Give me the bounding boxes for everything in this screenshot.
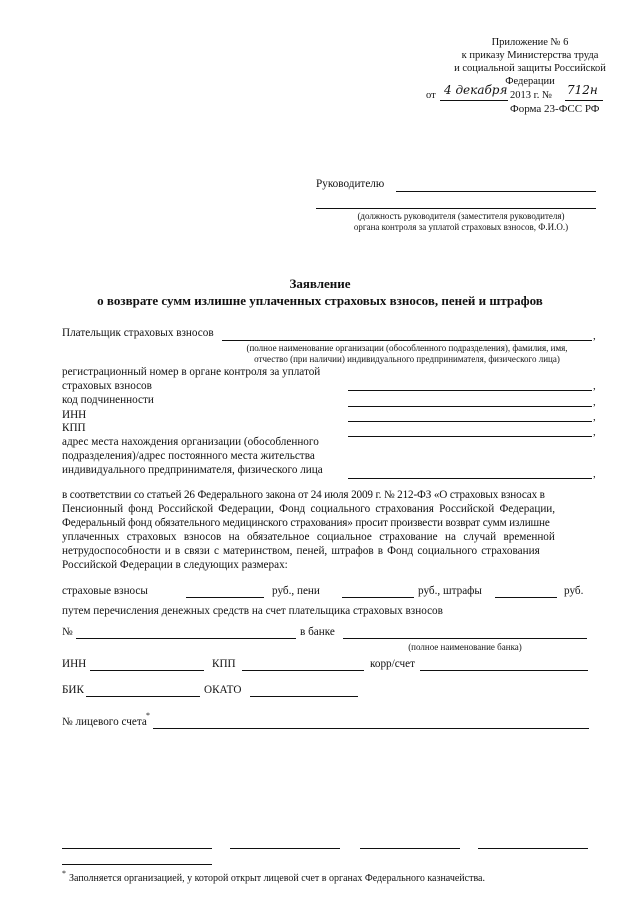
signature-line-3[interactable] xyxy=(360,848,460,849)
comma: , xyxy=(593,411,596,423)
kpp-label: КПП xyxy=(62,422,86,434)
addressee-field[interactable] xyxy=(396,191,596,192)
footnote-divider xyxy=(62,864,212,865)
rub-label: руб. xyxy=(564,585,584,597)
payer-label: Плательщик страховых взносов xyxy=(62,327,214,339)
appendix-label: Приложение № 6 xyxy=(491,37,569,48)
account-number-field[interactable] xyxy=(76,638,296,639)
payer-hint-1: (полное наименование организации (обособленного подразделения), фамилия, имя, xyxy=(246,343,568,353)
okato-label: ОКАТО xyxy=(204,684,242,696)
bank-kpp-field[interactable] xyxy=(242,670,364,671)
body-line-3: Федеральный фонд обязательного медицинского страхования» просит произвести возврат сумм излишне xyxy=(62,517,550,529)
body-line-6: Российской Федерации в следующих размерах: xyxy=(62,559,288,571)
date-prefix: от xyxy=(426,90,436,101)
subordination-field[interactable] xyxy=(348,406,592,407)
comma: , xyxy=(593,468,596,480)
reg-number-field[interactable] xyxy=(348,390,592,391)
footnote-text: Заполняется организацией, у которой открыт лицевой счет в органах Федерального казначейства. xyxy=(69,873,485,884)
address-field[interactable] xyxy=(348,478,592,479)
number-underline xyxy=(565,100,603,101)
document-title: Заявление xyxy=(289,276,351,291)
bik-label: БИК xyxy=(62,684,84,696)
date-handwritten: 4 декабря xyxy=(444,83,508,97)
ministry-line: и социальной защиты Российской xyxy=(454,63,606,74)
personal-account-label: № лицевого счета xyxy=(62,716,147,728)
subordination-label: код подчиненности xyxy=(62,394,154,406)
inn-field[interactable] xyxy=(348,421,592,422)
order-line: к приказу Министерства труда xyxy=(461,50,599,61)
contributions-label: страховые взносы xyxy=(62,585,148,597)
rub-fines-label: руб., штрафы xyxy=(418,585,482,597)
personal-account-field[interactable] xyxy=(153,728,589,729)
document-subtitle: о возврате сумм излишне уплаченных страховых взносов, пеней и штрафов xyxy=(97,293,543,308)
body-line-4: уплаченных страховых взносов на обязательное социальное страхование на случай временной xyxy=(62,531,555,543)
addressee-hint-2: органа контроля за уплатой страховых взносов, Ф.И.О.) xyxy=(353,222,569,232)
contributions-amount-field[interactable] xyxy=(186,597,264,598)
comma: , xyxy=(593,330,596,342)
bank-name-field[interactable] xyxy=(343,638,587,639)
transfer-text: путем перечисления денежных средств на счет плательщика страховых взносов xyxy=(62,605,443,617)
rub-penalties-label: руб., пени xyxy=(272,585,320,597)
signature-line-2[interactable] xyxy=(230,848,340,849)
reg-number-label: регистрационный номер в органе контроля за уплатой xyxy=(62,366,321,378)
okato-field[interactable] xyxy=(250,696,358,697)
address-label-2: подразделения)/адрес постоянного места жительства xyxy=(62,450,315,462)
penalties-amount-field[interactable] xyxy=(342,597,414,598)
body-line-2: Пенсионный фонд Российской Федерации, Фонд социального страхования Российской Федерации, xyxy=(62,503,556,515)
reg-number-label-2: страховых взносов xyxy=(62,380,152,392)
personal-account-asterisk: * xyxy=(146,711,150,720)
addressee-field-2[interactable] xyxy=(316,208,596,209)
footnote-mark: * xyxy=(62,869,66,878)
date-underline xyxy=(440,100,508,101)
federation-line: Федерации xyxy=(505,76,555,87)
address-label-3: индивидуального предпринимателя, физического лица xyxy=(62,464,323,476)
bank-kpp-label: КПП xyxy=(212,658,236,670)
payer-field[interactable] xyxy=(222,340,592,341)
bank-inn-field[interactable] xyxy=(90,670,204,671)
date-year: 2013 г. № xyxy=(510,90,553,101)
number-handwritten: 712н xyxy=(567,83,598,97)
kpp-field[interactable] xyxy=(348,436,592,437)
signature-line-1[interactable] xyxy=(62,848,212,849)
signature-line-4[interactable] xyxy=(478,848,588,849)
comma: , xyxy=(593,396,596,408)
fines-amount-field[interactable] xyxy=(495,597,557,598)
corr-account-label: корр/счет xyxy=(370,658,415,670)
bank-inn-label: ИНН xyxy=(62,658,87,670)
bik-field[interactable] xyxy=(86,696,200,697)
address-label-1: адрес места нахождения организации (обособленного xyxy=(62,436,319,448)
addressee-hint-1: (должность руководителя (заместителя руководителя) xyxy=(357,211,565,221)
account-number-sign: № xyxy=(62,626,73,638)
body-line-1: в соответствии со статьей 26 Федерального закона от 24 июля 2009 г. № 212-ФЗ «О страховых взносах в xyxy=(62,489,545,501)
form-name: Форма 23-ФСС РФ xyxy=(510,103,600,115)
in-bank-label: в банке xyxy=(300,626,335,638)
bank-hint: (полное наименование банка) xyxy=(408,642,522,652)
corr-account-field[interactable] xyxy=(420,670,588,671)
addressee-label: Руководителю xyxy=(316,178,385,190)
inn-label: ИНН xyxy=(62,409,87,421)
payer-hint-2: отчество (при наличии) индивидуального предпринимателя, физического лица) xyxy=(254,354,560,364)
body-line-5: нетрудоспособности и в связи с материнством, пеней, штрафов в Фонд социального страхования xyxy=(62,545,540,557)
comma: , xyxy=(593,380,596,392)
comma: , xyxy=(593,426,596,438)
